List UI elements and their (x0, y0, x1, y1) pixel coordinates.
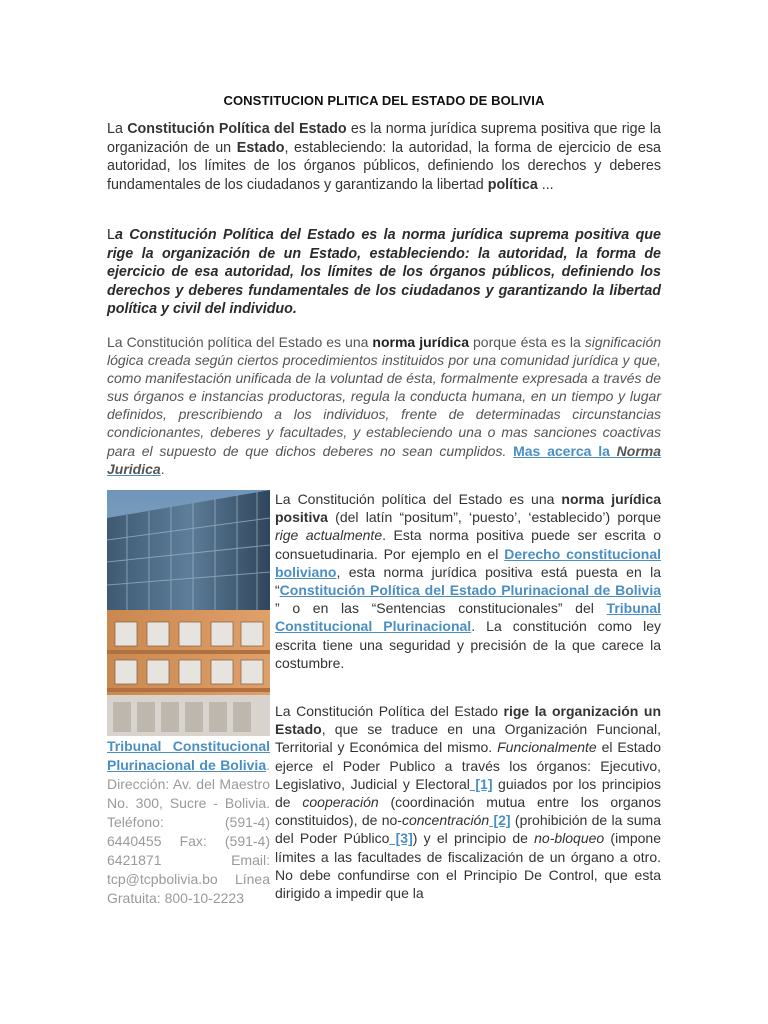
text-run: (del latín “positum”, ‘puesto’, ‘establecido’) porque (327, 509, 661, 526)
derecho-constitucional-link[interactable]: Derecho constitucional boliviano (275, 545, 661, 580)
bold-run: política (487, 176, 538, 193)
link-text: Norma Juridica (107, 442, 662, 477)
link-text: Mas acerca la (513, 442, 617, 459)
text-run: a Constitución Política del Estado es la norma jurídica suprema positiva que rige la organización de un Estado, estableciendo: la autoridad, la forma de ejercicio de esa autoridad, los límites de los órganos públicos, definiendo los derechos y deberes fundamentales de los ciudadanos y garantizando la libertad política y civil del individuo. (107, 227, 661, 317)
text-run: , estableciendo: la autoridad, la forma de ejercicio de esa autoridad, los límites de los órganos públicos, definiendo los derechos y deberes fundamentales de los ciudadanos y garantizando la libertad (107, 139, 661, 193)
text-run: . La constitución como ley escrita tiene una seguridad y precisión de la que carece la costumbre. (275, 618, 661, 671)
building-image (107, 490, 270, 736)
italic-run: concentración (401, 812, 490, 829)
italic-run: no-bloqueo (534, 830, 605, 847)
text-run: . (160, 460, 165, 477)
text-run: porque ésta es la (469, 334, 585, 350)
footnote-2-link[interactable]: [2] (489, 812, 511, 829)
tribunal-link[interactable]: Tribunal Constitucional Plurinacional de Bolivia (107, 738, 270, 773)
bold-run: Estado (236, 139, 285, 156)
bold-run: Constitución Política del Estado (127, 121, 347, 137)
bold-run: rige la organización un Estado (275, 703, 661, 738)
building-photo (107, 490, 270, 736)
definition-paragraph (107, 226, 661, 319)
tribunal-constitucional-link[interactable]: Tribunal Constitucional Plurinacional (275, 600, 661, 635)
caption-text: . Dirección: Av. del Maestro No. 300, Sucre - Bolivia. Teléfono: (591-4) 6440455 Fax: (591-4) 6421871 Email: tcp@tcpbolivia.bo Línea Gratuita: 800-10-2223 (107, 757, 270, 906)
norma-juridica-paragraph (107, 333, 661, 478)
bold-run: norma jurídica (372, 334, 469, 350)
text-run: La Constitución política del Estado es una (107, 334, 373, 350)
text-run: La Constitución Política del Estado (275, 703, 504, 719)
drop-letter: L (107, 227, 115, 243)
text-run: ” o en las “Sentencias constitucionales” del (275, 600, 607, 617)
norma-positiva-paragraph (275, 490, 661, 672)
italic-run: significación lógica creada según ciertos procedimientos instituidos por una comunidad jurídica y que, como manifestación unificada de la voluntad de ésta, formalmente expresada a través de sus órganos e instancias productoras, regula la conducta humana, en un tiempo y lugar definidos, prescribiendo a los individuos, frente de determinadas circunstancias condicionantes, deberes y facultades, y estableciendo una o mas sanciones coactivas para el supuesto de que dichos deberes no sean cumplidos. (107, 334, 662, 459)
text-run: es la norma jurídica suprema positiva que rige la organización de un (107, 121, 661, 156)
italic-run: rige actualmente (275, 527, 383, 544)
text-run: La (107, 121, 128, 137)
text-run: La Constitución política del Estado es una (275, 491, 562, 507)
text-run: ... (537, 176, 554, 193)
text-run: . Esta norma positiva puede ser escrita o consuetudinaria. Por ejemplo en el (275, 527, 661, 562)
text-run: el Estado ejerce el Poder Publico a través los órganos: Ejecutivo, Legislativo, Judicial y Electoral (275, 739, 662, 792)
text-run: (coordinación mutua entre los organos constituidos), de no- (275, 794, 661, 829)
text-run: , esta norma jurídica positiva está puesta en la “ (275, 563, 661, 599)
text-run: ) y el principio de (412, 830, 535, 847)
bold-run: norma jurídica positiva (275, 491, 661, 526)
intro-paragraph (107, 120, 661, 194)
text-run: (impone límites a las facultades de fiscalización de un órgano a otro. No debe confundirse con el Principio De Control, que esta dirigido a impedir que la (275, 830, 662, 902)
photo-caption (107, 737, 270, 908)
text-run: guiados por los principios de (275, 775, 661, 811)
italic-run: cooperación (302, 794, 379, 811)
footnote-3-link[interactable]: [3] (389, 830, 413, 847)
text-run: (prohibición de la suma del Poder Público (275, 812, 662, 847)
italic-run: Funcionalmente (497, 739, 597, 756)
footnote-1-link[interactable]: [1] (469, 775, 493, 792)
organizacion-paragraph (275, 702, 661, 902)
text-run: , que se traduce en una Organización Funcional, Territorial y Económica del mismo. (275, 721, 661, 756)
constitucion-politica-link[interactable]: Constitución Política del Estado Plurinacional de Bolivia (279, 582, 661, 599)
document-title: CONSTITUCION PLITICA DEL ESTADO DE BOLIVIA (223, 93, 545, 108)
